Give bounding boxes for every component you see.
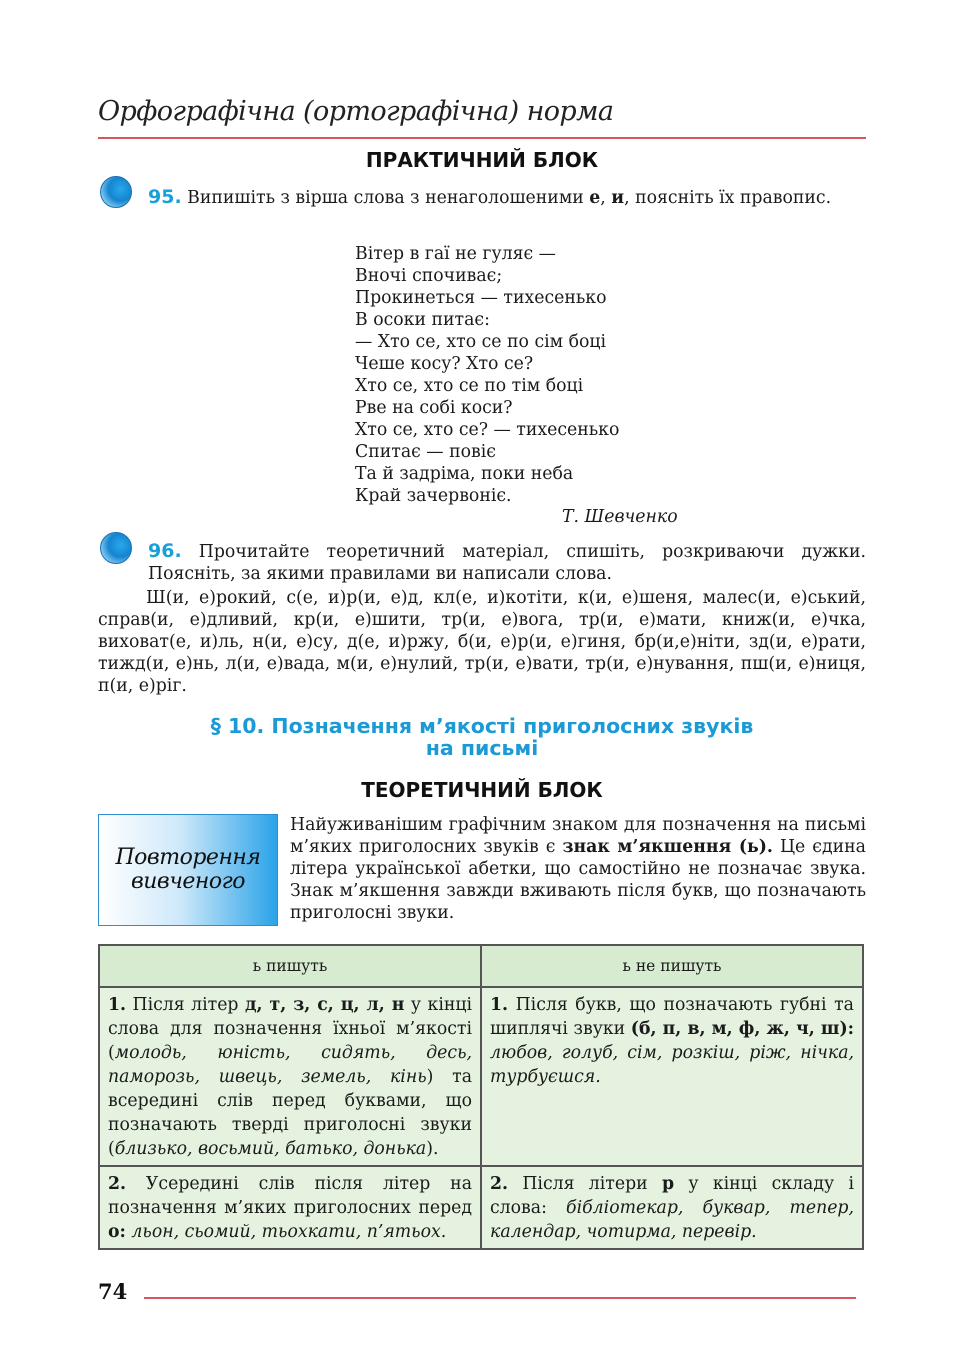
- exercise-96-words: Ш(и, е)рокий, с(е, и)р(и, е)д, кл(е, и)котіти, к(и, е)шеня, малес(и, е)ський, справ(и, е)дливий, кр(и, е)шити, тр(и, е)вога, тр(и, е)мати, книж(и, е)чка, виховат(е, и)ль, н(и, е)су, д(е, и)ржу, б(и, е)р(и, е)гиня, бр(и,е)ніти, зд(и, е)рати, тижд(и, е)нь, л(и, е)вада, м(и, е)нулий, тр(и, е)вати, тр(и, е)нування, пш(и, е)ниця, п(и, е)ріг.: [98, 588, 866, 696]
- poem-line: Та й задріма, поки неба: [355, 464, 574, 484]
- poem: [355, 243, 775, 507]
- poem-line: Прокинеться — тихесенько: [355, 288, 607, 308]
- table-header-cell: ь пишуть: [99, 945, 481, 987]
- review-label: Повторення вивченого: [115, 845, 261, 894]
- exercise-bullet-icon: [100, 532, 132, 564]
- table-cell: 2. Після літери р у кінці складу і слова: бібліотекар, буквар, тепер, календар, чотирма, перевір.: [481, 1166, 863, 1249]
- exercise-number: 96.: [148, 540, 182, 562]
- table-header-cell: ь не пишуть: [481, 945, 863, 987]
- table-cell: 1. Після букв, що позначають губні та шиплячі звуки (б, п, в, м, ф, ж, ч, ш): любов, голуб, сім, розкіш, ріж, нічка, турбуєшся.: [481, 987, 863, 1166]
- poem-line: Вночі спочиває;: [355, 266, 503, 286]
- page-number: 74: [98, 1279, 128, 1304]
- exercise-96-task: [148, 540, 866, 585]
- task-text: , поясніть їх правопис.: [624, 188, 832, 208]
- table-cell: 1. Після літер д, т, з, с, ц, л, н у кінці слова для позначення їхньої м’якості (молодь, юність, сидять, десь, паморозь, швець, земель, кінь) та всередині слів перед буквами, що позначають тверді приголосні звуки (близько, восьмий, батько, донька).: [99, 987, 481, 1166]
- key-term: знак м’якшення (ь).: [562, 837, 773, 857]
- footer-divider: [144, 1297, 856, 1299]
- table-row: [99, 987, 863, 1166]
- poem-line: Рве на собі коси?: [355, 398, 513, 418]
- running-header-title: Орфографічна (ортографічна) норма: [98, 96, 614, 127]
- poem-line: В осоки питає:: [355, 310, 490, 330]
- task-letter: и: [611, 188, 625, 208]
- practical-block-title: ПРАКТИЧНИЙ БЛОК: [365, 148, 599, 172]
- poem-author: Т. Шевченко: [562, 507, 678, 527]
- review-label-box: [98, 814, 278, 926]
- rules-table: [98, 944, 864, 1250]
- task-letter: е: [589, 188, 601, 208]
- poem-line: Спитає — повіє: [355, 442, 496, 462]
- poem-line: Хто се, хто се по тім боці: [355, 376, 584, 396]
- poem-line: Чеше косу? Хто се?: [355, 354, 534, 374]
- review-text: Найуживанішим графічним знаком для позначення на письмі м’яких приголосних звуків є знак м’якшення (ь). Це єдина літера української абетки, що самостійно не позначає звука. Знак м’якшення завжди вживають після букв, що позначають приголосні звуки.: [290, 815, 866, 923]
- header-divider: [98, 137, 866, 139]
- table-row: [99, 1166, 863, 1249]
- poem-line: — Хто се, хто се по сім боці: [355, 332, 607, 352]
- exercise-number: 95.: [148, 186, 182, 208]
- table-header-row: [99, 945, 863, 987]
- section-heading: [98, 715, 866, 759]
- poem-line: Край зачервоніє.: [355, 486, 512, 506]
- table-cell: 2. Усередині слів після літер на позначення м’яких приголосних перед о: льон, сьомий, тьохкати, п’ятьох.: [99, 1166, 481, 1249]
- task-text: Прочитайте теоретичний матеріал, спишіть, розкриваючи дужки. Поясніть, за якими правилами ви написали слова.: [148, 542, 866, 584]
- poem-line: Хто се, хто се? — тихесенько: [355, 420, 620, 440]
- section-heading-line: на письмі: [425, 736, 539, 760]
- exercise-bullet-icon: [100, 176, 132, 208]
- section-heading-line: § 10. Позначення м’якості приголосних звуків: [210, 714, 754, 738]
- exercise-95-task: 95. Випишіть з вірша слова з ненаголошеними е, и, поясніть їх правопис.: [148, 186, 832, 208]
- task-text: Випишіть з вірша слова з ненаголошеними: [181, 188, 590, 208]
- poem-line: Вітер в гаї не гуляє —: [355, 244, 556, 264]
- theory-block-title: ТЕОРЕТИЧНИЙ БЛОК: [361, 778, 603, 802]
